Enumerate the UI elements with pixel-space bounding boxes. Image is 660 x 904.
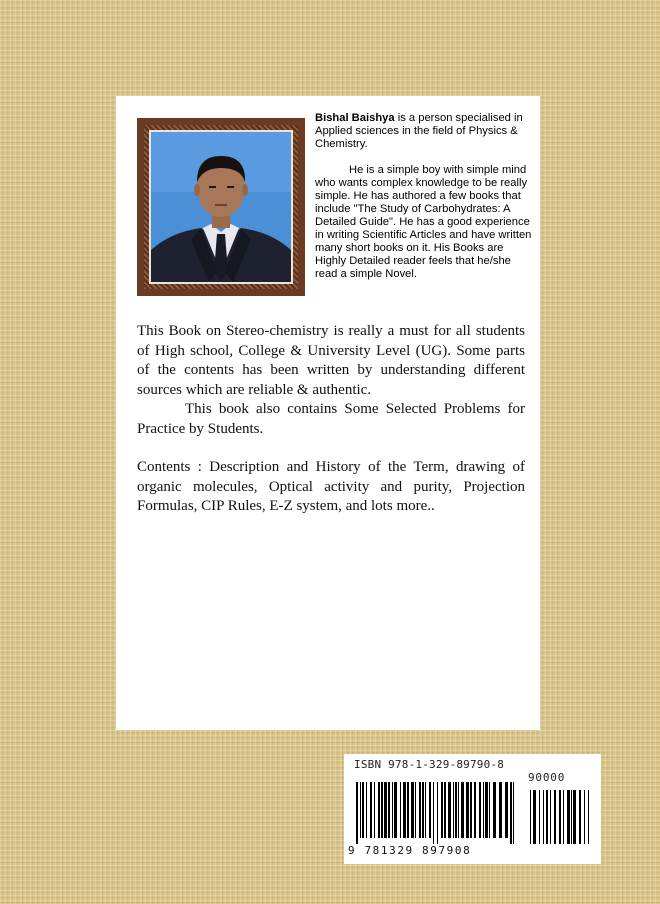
author-bio [315, 112, 535, 281]
author-name: Bishal Baishya [315, 112, 395, 124]
bio-intro [315, 112, 535, 151]
author-photo-frame [137, 118, 305, 296]
isbn-label: ISBN 978-1-329-89790-8 [354, 758, 505, 771]
barcode-bars [354, 782, 594, 844]
contents-paragraph: Contents : Description and History of the Term, drawing of organic molecules, Optical activity and purity, Projection Formulas, CIP Rules, E-Z system, and lots more.. [137, 459, 525, 514]
description-paragraph-2: This book also contains Some Selected Problems for Practice by Students. [137, 401, 525, 437]
price-code: 90000 [528, 771, 566, 784]
bio-paragraph: He is a simple boy with simple mind who wants complex knowledge to be really simple. He has authored a few books that include "The Study of Carbohydrates: A Detailed Guide". He has a good experience in writing Scientific Articles and have written many short books on it. His Books are Highly Detailed reader feels that he/she read a simple Novel. [315, 164, 532, 280]
bio-intro-text: is a person specialised in Applied sciences in the field of Physics & Chemistry. [315, 112, 523, 150]
isbn-barcode [344, 754, 601, 864]
description-paragraph-1: This Book on Stereo-chemistry is really a must for all students of High school, College & University Level (UG). Some parts of the contents has been written by understanding different sources which are reliable & authentic. [137, 323, 525, 398]
author-photo [149, 130, 293, 284]
book-description [137, 322, 525, 517]
back-cover-panel [116, 96, 540, 730]
barcode-digits: 9 781329 897908 [348, 844, 472, 857]
